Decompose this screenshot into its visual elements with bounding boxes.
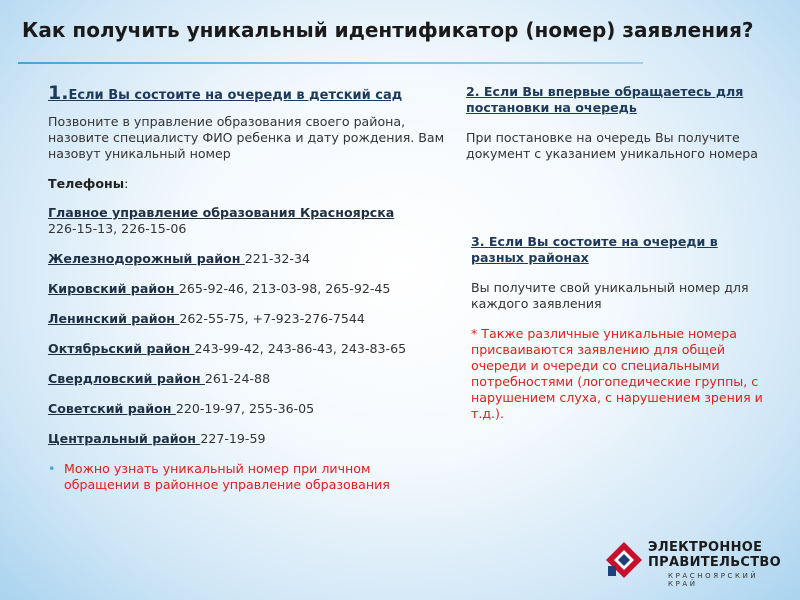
phones-label: Телефоны: — [48, 176, 129, 191]
bullet-text: Можно узнать уникальный номер при личном обращении в районное управление образования — [64, 461, 390, 492]
district-phones: 220-19-97, 255-36-05 — [175, 401, 315, 416]
logo-line2: ПРАВИТЕЛЬСТВО — [648, 555, 781, 570]
district-name: Советский район — [48, 401, 176, 416]
main-office-name: Главное управление образования Красноярска — [48, 205, 395, 220]
main-office-phones — [48, 205, 448, 237]
district-phones: 221-32-34 — [244, 251, 310, 266]
district-phones: 262-55-75, +7-923-276-7544 — [179, 311, 365, 326]
section-multiple-districts — [471, 234, 771, 422]
section3-note: * Также различные уникальные номера присваиваются заявлению для общей очереди и очереди со специальными потребностями (логопедические группы, с нарушением слуха, с нарушением зрения и т.д.). — [471, 326, 763, 421]
district-phone-list — [48, 251, 448, 447]
district-name: Свердловский район — [48, 371, 205, 386]
district-row — [48, 401, 448, 417]
district-phones: 261-24-88 — [204, 371, 271, 386]
district-phones: 243-99-42, 243-86-43, 243-83-65 — [194, 341, 407, 356]
district-name: Ленинский район — [48, 311, 180, 326]
section-first-application — [466, 84, 766, 162]
bullet-personal-visit — [48, 461, 448, 493]
section3-heading: 3. Если Вы состоите на очереди в разных районах — [471, 234, 718, 265]
district-row — [48, 311, 448, 327]
section1-heading-text: Если Вы состоите на очереди в детский сад — [68, 88, 403, 103]
title-divider — [18, 62, 643, 64]
bullet-icon: • — [48, 461, 56, 476]
district-name: Октябрьский район — [48, 341, 195, 356]
district-row — [48, 371, 448, 387]
section1-text: Позвоните в управление образования своего района, назовите специалисту ФИО ребенка и дату рождения. Вам назовут уникальный номер — [48, 114, 445, 161]
district-phones: 265-92-46, 213-03-98, 265-92-45 — [178, 281, 391, 296]
section1-number: 1. — [48, 82, 69, 104]
e-government-logo — [604, 536, 790, 588]
district-row — [48, 251, 448, 267]
section2-heading: 2. Если Вы впервые обращаетесь для постановки на очередь — [466, 84, 744, 115]
district-name: Центральный район — [48, 431, 201, 446]
section2-text: При постановке на очередь Вы получите документ с указанием уникального номера — [466, 130, 758, 161]
district-row — [48, 431, 448, 447]
logo-line1: ЭЛЕКТРОННОЕ — [648, 540, 763, 555]
e-government-logo-icon — [604, 540, 644, 580]
district-name: Железнодорожный район — [48, 251, 245, 266]
section3-text: Вы получите свой уникальный номер для каждого заявления — [471, 280, 749, 311]
district-row — [48, 281, 448, 297]
logo-line3: КРАСНОЯРСКИЙ КРАЙ — [668, 572, 759, 588]
page-title: Как получить уникальный идентификатор (номер) заявления? — [22, 18, 754, 42]
main-office-tel: 226-15-13, 226-15-06 — [48, 221, 187, 236]
district-phones: 227-19-59 — [200, 431, 266, 446]
section-kindergarten-queue — [48, 82, 448, 493]
district-row — [48, 341, 448, 357]
section1-heading — [48, 82, 448, 104]
district-name: Кировский район — [48, 281, 179, 296]
